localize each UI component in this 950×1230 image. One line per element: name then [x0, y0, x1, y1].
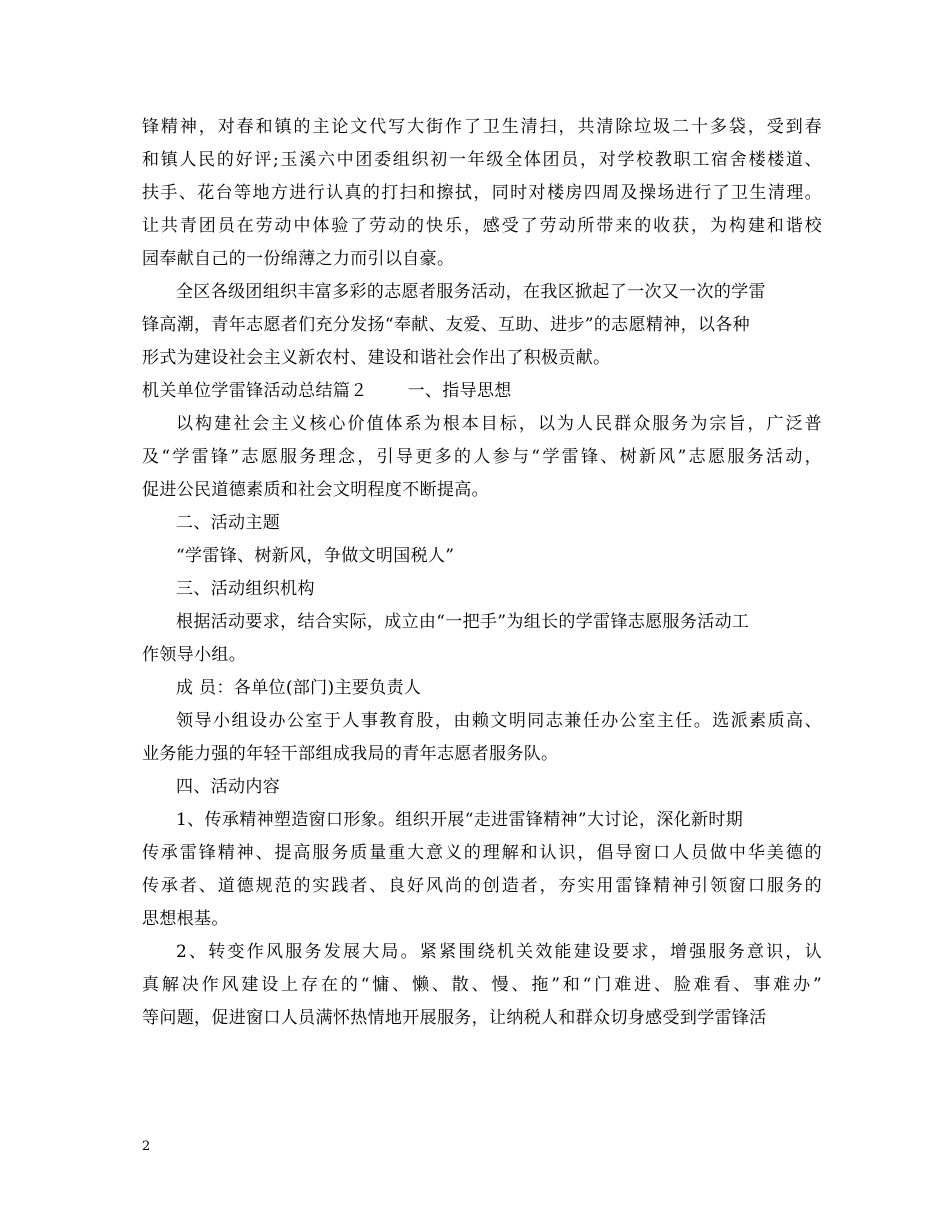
text-line: 等问题，促进窗口人员满怀热情地开展服务，让纳税人和群众切身感受到学雷锋活 — [142, 1008, 767, 1028]
text-line: “学雷锋、树新风，争做文明国税人” — [176, 546, 455, 566]
section-title-line — [142, 375, 822, 408]
text-line: 全区各级团组织丰富多彩的志愿者服务活动，在我区掀起了一次又一次的学雷 — [176, 282, 766, 302]
text-line: 领导小组设办公室于人事教育股，由赖文明同志兼任办公室主任。选派素质高、 — [176, 711, 822, 731]
text-line: 三、活动组织机构 — [176, 579, 315, 599]
document-body — [142, 111, 822, 1035]
text-line: 思想根基。 — [142, 909, 229, 929]
text-line: 业务能力强的年轻干部组成我局的青年志愿者服务队。 — [142, 744, 559, 764]
text-line: 园奉献自己的一份绵薄之力而引以自豪。 — [142, 249, 455, 269]
text-line: 扶手、花台等地方进行认真的打扫和擦拭，同时对楼房四周及操场进行了卫生清理。 — [142, 183, 822, 203]
text-line: 及“学雷锋”志愿服务理念，引导更多的人参与“学雷锋、树新风”志愿服务活动， — [142, 447, 822, 467]
text-line: 根据活动要求，结合实际，成立由“一把手”为组长的学雷锋志愿服务活动工 — [176, 612, 750, 632]
text-line: 传承雷锋精神、提高服务质量重大意义的理解和认识，倡导窗口人员做中华美德的 — [142, 843, 822, 863]
text-line: 和镇人民的好评;玉溪六中团委组织初一年级全体团员，对学校教职工宿舍楼楼道、 — [142, 150, 822, 170]
paragraph-block-top — [142, 111, 822, 375]
text-line: 二、活动主题 — [176, 513, 281, 533]
text-line: 以构建社会主义核心价值体系为根本目标，以为人民群众服务为宗旨，广泛普 — [176, 414, 822, 434]
text-line: 作领导小组。 — [142, 645, 247, 665]
text-line: 形式为建设社会主义新农村、建设和谐社会作出了积极贡献。 — [142, 348, 611, 368]
text-line: 锋高潮，青年志愿者们充分发扬“奉献、友爱、互助、进步”的志愿精神，以各种 — [142, 315, 750, 335]
text-line: 真解决作风建设上存在的“慵、懒、散、慢、拖”和“门难进、脸难看、事难办” — [142, 975, 822, 995]
text-line: 锋精神，对春和镇的主论文代写大街作了卫生清扫，共清除垃圾二十多袋，受到春 — [142, 117, 822, 137]
text-line: 成 员：各单位(部门)主要负责人 — [176, 678, 422, 698]
page-number: 2 — [142, 1139, 151, 1154]
section-title: 机关单位学雷锋活动总结篇２ — [142, 381, 368, 401]
text-line: 1、传承精神塑造窗口形象。组织开展“走进雷锋精神”大讨论，深化新时期 — [176, 810, 744, 830]
text-line: 促进公民道德素质和社会文明程度不断提高。 — [142, 480, 489, 500]
section-first-heading: 一、指导思想 — [407, 381, 512, 401]
text-line: 传承者、道德规范的实践者、良好风尚的创造者，夯实用雷锋精神引领窗口服务的 — [142, 876, 822, 896]
text-line: 四、活动内容 — [176, 777, 281, 797]
text-line: 2、转变作风服务发展大局。紧紧围绕机关效能建设要求，增强服务意识，认 — [176, 942, 822, 962]
paragraph-block-bottom — [142, 408, 822, 1035]
text-line: 让共青团员在劳动中体验了劳动的快乐，感受了劳动所带来的收获，为构建和谐校 — [142, 216, 822, 236]
